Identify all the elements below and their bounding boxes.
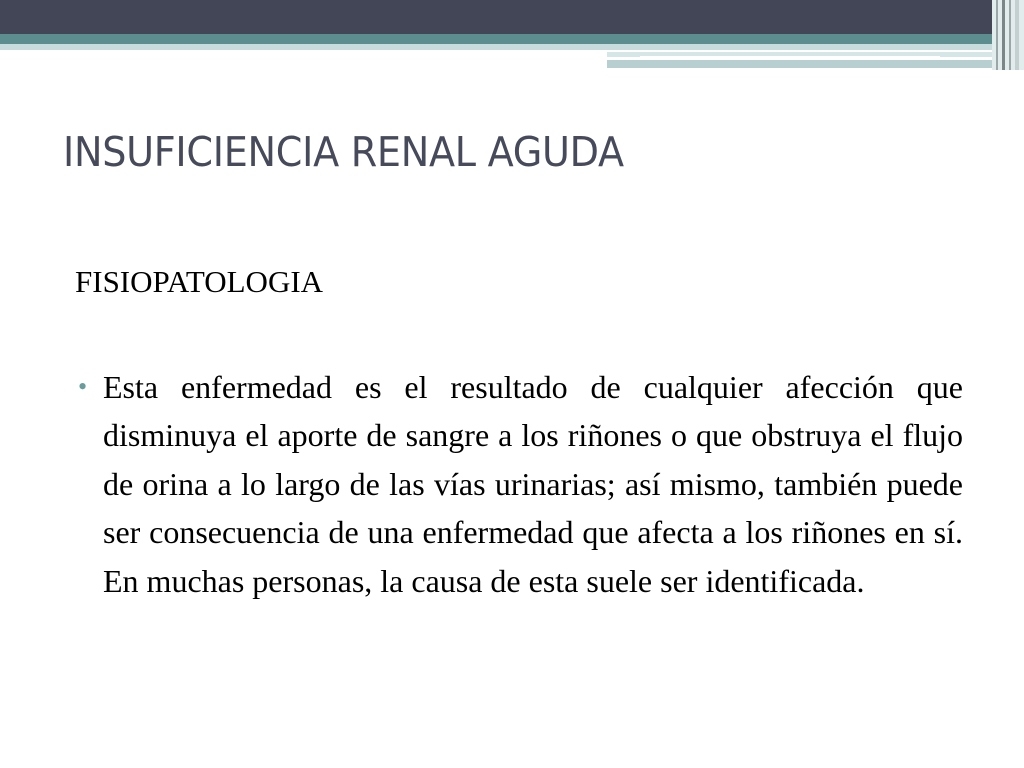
header-accent-line [640, 56, 940, 58]
section-subtitle: FISIOPATOLOGIA [75, 264, 324, 299]
header-accent-bar-bottom [607, 60, 997, 68]
corner-stripe-decoration [992, 0, 1024, 70]
bullet-icon: • [78, 372, 88, 401]
corner-stripe [996, 0, 998, 70]
header-dark-band [0, 0, 1024, 34]
header-gap [0, 50, 607, 52]
corner-stripe [1002, 0, 1005, 70]
corner-stripe [1015, 0, 1019, 70]
bullet-paragraph: Esta enfermedad es el resultado de cualquier afección que disminuya el aporte de sangre a los riñones o que obstruya el flujo de orina a lo largo de las vías urinarias; así mismo, también puede ser consecuencia de una enfermedad que afecta a los riñones en sí. En muchas personas, la causa de esta suele ser identificada. [103, 369, 963, 599]
slide-title: INSUFICIENCIA RENAL AGUDA [63, 128, 624, 176]
corner-stripe [1009, 0, 1011, 70]
header-teal-band [0, 34, 1024, 44]
